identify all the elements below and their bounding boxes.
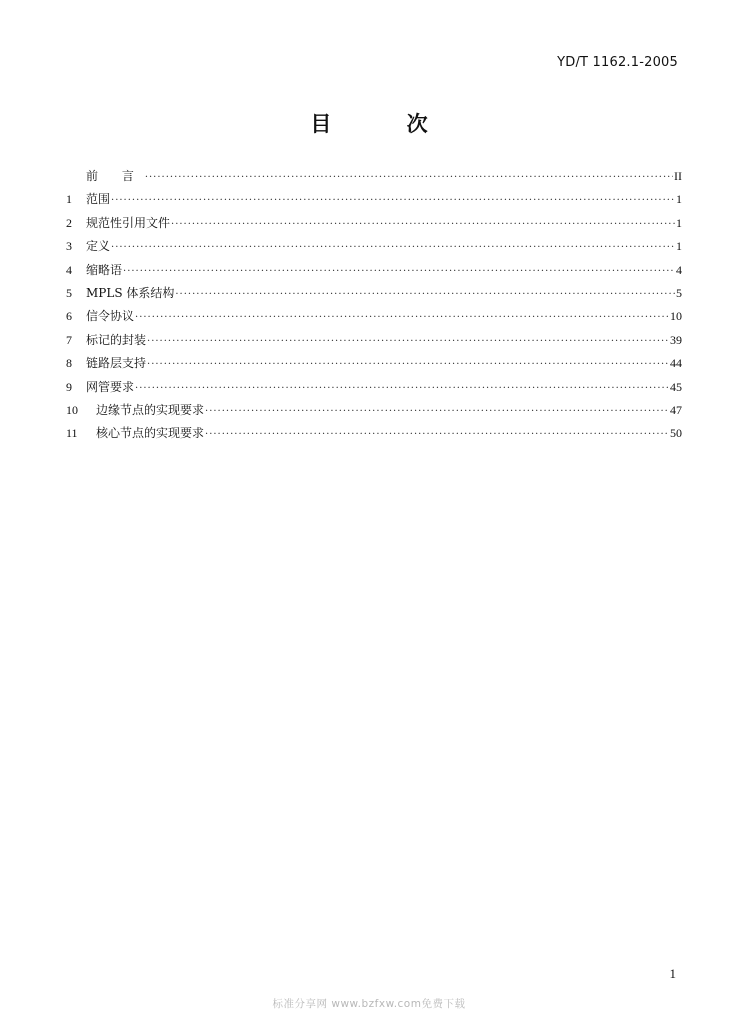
toc-entry-page: 39 [670,332,682,347]
toc-entry-page: II [674,169,682,183]
toc-leader-dots [111,236,675,258]
toc-entry-number: 10 [66,402,78,417]
toc-entry-4[interactable] [66,259,682,282]
toc-entry-label: 网管要求 [86,379,135,394]
toc-entry-number: 5 [66,285,72,300]
toc-leader-dots [147,330,669,352]
toc-entry-1[interactable] [66,188,682,211]
toc-leader-dots [135,377,669,399]
toc-entry-number: 11 [66,426,78,441]
toc-leader-dots [205,400,669,422]
toc-entry-label: 缩略语 [86,262,123,277]
toc-entry-label: 边缘节点的实现要求 [96,402,205,417]
toc-entry-page: 5 [676,285,682,300]
toc-entry-label: 信令协议 [86,309,135,324]
toc-entry-7[interactable] [66,329,682,352]
toc-leader-dots [171,213,675,235]
toc-leader-dots [135,306,669,328]
toc-entry-label: MPLS 体系结构 [86,285,175,300]
page-number: 1 [669,966,676,981]
toc-entry-page: 44 [670,356,682,371]
toc-entry-page: 1 [676,239,682,254]
toc-entry-page: 1 [676,215,682,230]
toc-entry-number: 2 [66,215,72,230]
toc-leader-dots [145,166,673,188]
toc-entry-page: 1 [676,192,682,207]
toc-entry-number: 4 [66,262,72,277]
toc-entry-page: 45 [670,379,682,394]
toc-entry-number: 9 [66,379,72,394]
toc-entry-10[interactable] [66,399,682,422]
toc-entry-6[interactable] [66,305,682,328]
watermark: 标准分享网 www.bzfxw.com免费下载 [272,998,466,1010]
table-of-contents [66,165,682,446]
toc-entry-11[interactable] [66,422,682,445]
toc-entry-8[interactable] [66,352,682,375]
toc-entry-label: 范围 [86,192,111,207]
toc-entry-2[interactable] [66,212,682,235]
toc-entry-3[interactable] [66,235,682,258]
toc-leader-dots [205,423,669,445]
toc-entry-label: 规范性引用文件 [86,215,171,230]
toc-leader-dots [123,260,675,282]
toc-entry-label: 标记的封装 [86,332,147,347]
toc-entry-page: 10 [670,309,682,324]
toc-entry-label: 定义 [86,239,111,254]
toc-leader-dots [175,283,675,305]
toc-entry-label: 链路层支持 [86,356,147,371]
toc-entry-page: 50 [670,426,682,441]
toc-entry-9[interactable] [66,376,682,399]
toc-title: 目 次 [310,112,462,136]
document-code: YD/T 1162.1-2005 [557,55,678,70]
toc-entry-number: 7 [66,332,72,347]
toc-entry-number: 1 [66,192,72,207]
toc-entry-number: 6 [66,309,72,324]
toc-entry-label: 前 言 [86,169,144,183]
toc-entry-page: 47 [670,402,682,417]
toc-entry-5[interactable] [66,282,682,305]
toc-entry-page: 4 [676,262,682,277]
toc-entry-foreword[interactable] [66,165,682,188]
toc-entry-label: 核心节点的实现要求 [96,426,205,441]
toc-entry-number: 3 [66,239,72,254]
toc-leader-dots [147,353,669,375]
toc-leader-dots [111,189,675,211]
toc-entry-number: 8 [66,356,72,371]
